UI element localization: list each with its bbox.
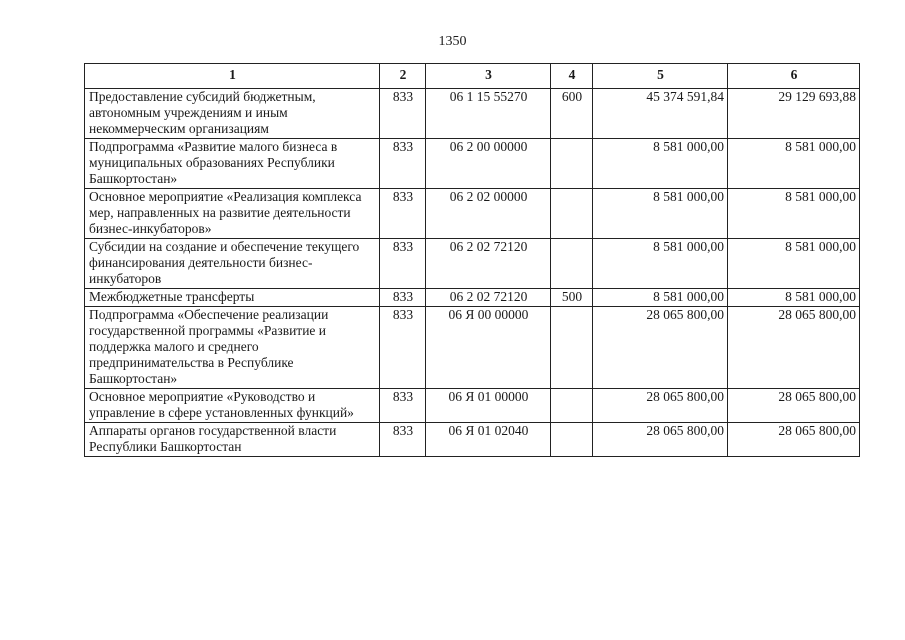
row-target-code: 06 2 02 72120 <box>426 239 551 289</box>
row-name: Аппараты органов государственной власти Республики Башкортостан <box>85 423 380 457</box>
row-expense-type <box>551 307 593 389</box>
row-name: Основное мероприятие «Руководство и управление в сфере установленных функций» <box>85 389 380 423</box>
table-row <box>85 423 860 457</box>
table-row <box>85 89 860 139</box>
header-col-2: 2 <box>380 64 426 89</box>
row-name: Подпрограмма «Развитие малого бизнеса в муниципальных образованиях Республики Башкортостан» <box>85 139 380 189</box>
row-expense-type <box>551 239 593 289</box>
table-row <box>85 289 860 307</box>
row-sum-1: 8 581 000,00 <box>593 239 728 289</box>
row-name: Основное мероприятие «Реализация комплекса мер, направленных на развитие деятельности бизнес-инкубаторов» <box>85 189 380 239</box>
row-sum-1: 28 065 800,00 <box>593 423 728 457</box>
row-target-code: 06 2 02 00000 <box>426 189 551 239</box>
row-expense-type: 500 <box>551 289 593 307</box>
table-row <box>85 307 860 389</box>
row-sum-2: 29 129 693,88 <box>728 89 860 139</box>
row-name: Субсидии на создание и обеспечение текущего финансирования деятельности бизнес-инкубаторов <box>85 239 380 289</box>
row-ministry-code: 833 <box>380 89 426 139</box>
row-ministry-code: 833 <box>380 139 426 189</box>
row-ministry-code: 833 <box>380 289 426 307</box>
table-row <box>85 139 860 189</box>
row-target-code: 06 2 02 72120 <box>426 289 551 307</box>
budget-table <box>84 63 860 457</box>
row-name: Подпрограмма «Обеспечение реализации государственной программы «Развитие и поддержка малого и среднего предпринимательства в Республике Башкортостан» <box>85 307 380 389</box>
header-col-4: 4 <box>551 64 593 89</box>
row-sum-1: 28 065 800,00 <box>593 389 728 423</box>
row-expense-type <box>551 189 593 239</box>
row-ministry-code: 833 <box>380 307 426 389</box>
row-expense-type <box>551 389 593 423</box>
row-target-code: 06 1 15 55270 <box>426 89 551 139</box>
table-row <box>85 239 860 289</box>
row-sum-1: 28 065 800,00 <box>593 307 728 389</box>
row-sum-2: 8 581 000,00 <box>728 239 860 289</box>
row-ministry-code: 833 <box>380 239 426 289</box>
row-name: Предоставление субсидий бюджетным, автономным учреждениям и иным некоммерческим организациям <box>85 89 380 139</box>
row-sum-2: 8 581 000,00 <box>728 289 860 307</box>
header-row <box>85 64 860 89</box>
row-expense-type: 600 <box>551 89 593 139</box>
row-ministry-code: 833 <box>380 189 426 239</box>
row-sum-2: 28 065 800,00 <box>728 423 860 457</box>
row-expense-type <box>551 423 593 457</box>
row-ministry-code: 833 <box>380 423 426 457</box>
row-ministry-code: 833 <box>380 389 426 423</box>
row-sum-1: 8 581 000,00 <box>593 289 728 307</box>
table-row <box>85 389 860 423</box>
header-col-6: 6 <box>728 64 860 89</box>
header-col-1: 1 <box>85 64 380 89</box>
row-sum-2: 28 065 800,00 <box>728 389 860 423</box>
header-col-3: 3 <box>426 64 551 89</box>
row-target-code: 06 2 00 00000 <box>426 139 551 189</box>
table-row <box>85 189 860 239</box>
row-sum-1: 8 581 000,00 <box>593 139 728 189</box>
row-sum-2: 8 581 000,00 <box>728 139 860 189</box>
row-sum-1: 45 374 591,84 <box>593 89 728 139</box>
row-sum-1: 8 581 000,00 <box>593 189 728 239</box>
row-target-code: 06 Я 01 02040 <box>426 423 551 457</box>
row-sum-2: 8 581 000,00 <box>728 189 860 239</box>
row-target-code: 06 Я 00 00000 <box>426 307 551 389</box>
row-expense-type <box>551 139 593 189</box>
header-col-5: 5 <box>593 64 728 89</box>
row-target-code: 06 Я 01 00000 <box>426 389 551 423</box>
page-number: 1350 <box>438 34 467 49</box>
row-sum-2: 28 065 800,00 <box>728 307 860 389</box>
row-name: Межбюджетные трансферты <box>85 289 380 307</box>
